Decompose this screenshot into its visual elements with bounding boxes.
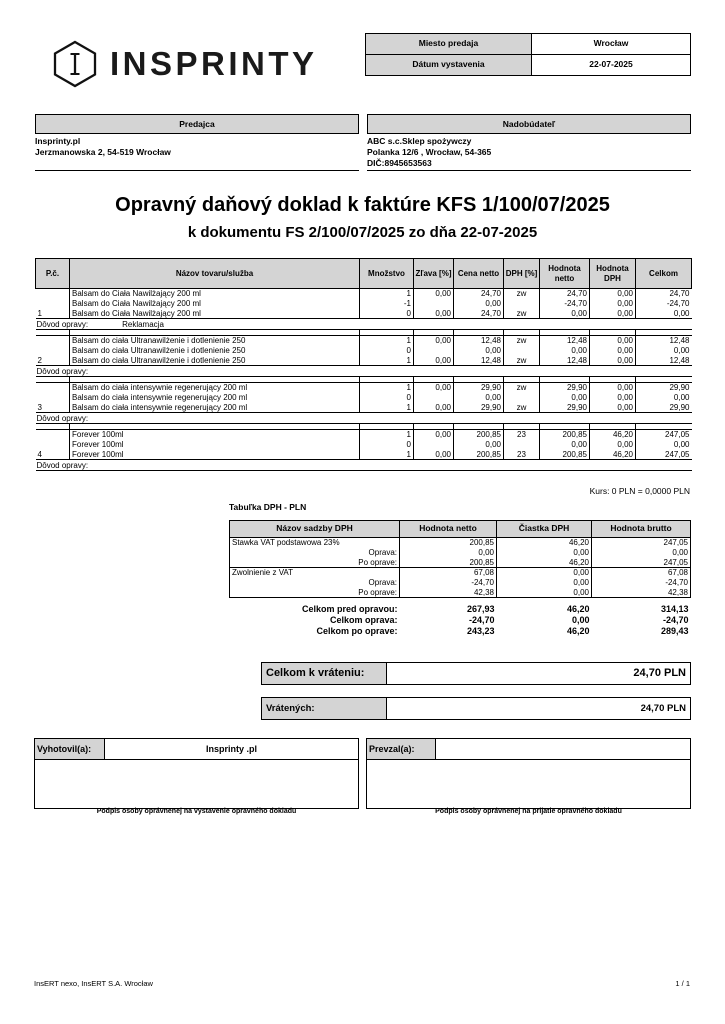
item-price: 200,85 xyxy=(454,430,504,440)
meta-table xyxy=(365,33,691,76)
item-total: 247,05 xyxy=(636,450,692,460)
total-vat-gross: 314,13 xyxy=(660,604,689,615)
vat-gross: -24,70 xyxy=(592,578,691,588)
reason-label: Dôvod opravy: xyxy=(36,366,89,376)
item-discount: 0,00 xyxy=(414,336,454,346)
item-vat-rate xyxy=(504,299,540,309)
item-price: 12,48 xyxy=(454,336,504,346)
vat-amount: 46,20 xyxy=(497,538,592,548)
vat-row xyxy=(230,558,691,568)
total-vat-rate-label: Celkom po oprave: xyxy=(316,626,398,637)
item-name: Balsam do Ciała Nawilżający 200 ml xyxy=(70,289,360,299)
item-discount xyxy=(414,346,454,356)
returned-box xyxy=(261,697,691,720)
item-name: Balsam do ciała intensywnie regenerujący 200 ml xyxy=(70,403,360,413)
vat-net: 200,85 xyxy=(400,538,497,548)
document-title: Opravný daňový doklad k faktúre KFS 1/100/07/2025 xyxy=(115,194,610,216)
item-number xyxy=(36,430,70,440)
col-discount: Zľava [%] xyxy=(414,259,454,289)
item-total: 29,90 xyxy=(636,403,692,413)
item-discount: 0,00 xyxy=(414,403,454,413)
reason-label: Dôvod opravy: xyxy=(36,319,89,329)
vat-net: -24,70 xyxy=(400,578,497,588)
item-vat-rate: zw xyxy=(504,403,540,413)
item-qty: 0 xyxy=(360,393,414,403)
buyer-section xyxy=(367,114,691,171)
item-number xyxy=(36,346,70,356)
item-net: -24,70 xyxy=(540,299,590,309)
total-vat-net: 243,23 xyxy=(466,626,495,637)
table-row xyxy=(36,299,692,309)
item-name: Balsam do Ciała Nawilżający 200 ml xyxy=(70,299,360,309)
vat-col-gross: Hodnota brutto xyxy=(592,521,691,538)
item-discount: 0,00 xyxy=(414,383,454,393)
item-qty: 1 xyxy=(360,289,414,299)
item-name: Balsam do ciała intensywnie regenerujący 200 ml xyxy=(70,383,360,393)
item-vat-rate: zw xyxy=(504,383,540,393)
item-qty: 1 xyxy=(360,450,414,460)
issued-by-box xyxy=(34,738,359,809)
vat-gross: 247,05 xyxy=(592,538,691,548)
table-row xyxy=(36,336,692,346)
company-logo xyxy=(52,40,317,88)
col-vat-value: Hodnota DPH xyxy=(590,259,636,289)
item-net: 29,90 xyxy=(540,403,590,413)
total-vat-amount: 46,20 xyxy=(566,604,590,615)
correction-reason-row xyxy=(36,319,692,330)
returned-value: 24,70 PLN xyxy=(640,703,686,714)
total-vat-gross: -24,70 xyxy=(662,615,689,626)
item-price: 24,70 xyxy=(454,289,504,299)
table-row xyxy=(36,289,692,299)
item-vat-rate: zw xyxy=(504,336,540,346)
document-subtitle: k dokumentu FS 2/100/07/2025 zo dňa 22-07-2025 xyxy=(187,224,538,241)
item-vat-value: 0,00 xyxy=(590,289,636,299)
item-vat-rate: zw xyxy=(504,289,540,299)
logo-text: INSPRINTY xyxy=(110,45,318,82)
total-vat-rate-label: Celkom oprava: xyxy=(329,615,398,626)
col-price: Cena netto xyxy=(454,259,504,289)
vat-rate-label: Stawka VAT podstawowa 23% xyxy=(230,538,400,548)
correction-reason-row xyxy=(36,413,692,424)
received-by-caption: Podpis osoby oprávnenej na prijatie opravného dokladu xyxy=(435,808,622,815)
item-qty: 1 xyxy=(360,336,414,346)
vat-net: 0,00 xyxy=(400,548,497,558)
total-vat-amount: 46,20 xyxy=(566,626,590,637)
item-price: 29,90 xyxy=(454,383,504,393)
item-total: -24,70 xyxy=(636,299,692,309)
refund-box xyxy=(261,662,691,685)
item-vat-rate: 23 xyxy=(504,450,540,460)
received-by-box xyxy=(366,738,691,809)
footer-page: 1 / 1 xyxy=(675,979,690,988)
reason-value: Reklamacja xyxy=(122,319,164,329)
item-total: 29,90 xyxy=(636,383,692,393)
item-qty: 1 xyxy=(360,430,414,440)
item-vat-value: 0,00 xyxy=(590,383,636,393)
item-number: 4 xyxy=(37,449,42,459)
returned-label: Vrátených: xyxy=(262,698,387,719)
item-vat-rate xyxy=(504,440,540,450)
total-vat-net: 267,93 xyxy=(466,604,495,615)
vat-row xyxy=(230,588,691,598)
item-number xyxy=(36,440,70,450)
item-price: 0,00 xyxy=(454,299,504,309)
item-price: 24,70 xyxy=(454,309,504,319)
vat-col-name: Názov sadzby DPH xyxy=(230,521,400,538)
item-total: 0,00 xyxy=(636,440,692,450)
item-number xyxy=(36,299,70,309)
item-vat-value: 0,00 xyxy=(590,356,636,366)
vat-rate-label: Zwolnienie z VAT xyxy=(230,568,400,578)
col-total: Celkom xyxy=(636,259,692,289)
item-net: 24,70 xyxy=(540,289,590,299)
vat-total-row xyxy=(230,615,691,626)
item-vat-value: 0,00 xyxy=(590,336,636,346)
item-total: 0,00 xyxy=(636,309,692,319)
seller-name: Insprinty.pl xyxy=(35,136,81,146)
item-number: 1 xyxy=(37,308,42,318)
item-net: 29,90 xyxy=(540,383,590,393)
item-total: 24,70 xyxy=(636,289,692,299)
item-total: 247,05 xyxy=(636,430,692,440)
item-name: Forever 100ml xyxy=(70,450,360,460)
reason-label: Dôvod opravy: xyxy=(36,413,89,423)
item-vat-rate: zw xyxy=(504,356,540,366)
table-row xyxy=(36,440,692,450)
items-table xyxy=(35,258,692,471)
item-vat-value: 0,00 xyxy=(590,309,636,319)
table-row xyxy=(36,403,692,413)
item-price: 0,00 xyxy=(454,346,504,356)
item-discount xyxy=(414,393,454,403)
footer-left: InsERT nexo, InsERT S.A. Wrocław xyxy=(34,979,153,988)
issued-by-caption: Podpis osoby oprávnenej na vystavenie opravného dokladu xyxy=(96,808,297,815)
item-price: 29,90 xyxy=(454,403,504,413)
correction-reason-row xyxy=(36,366,692,377)
total-vat-amount: 0,00 xyxy=(571,615,590,626)
item-discount: 0,00 xyxy=(414,430,454,440)
refund-value: 24,70 PLN xyxy=(633,667,686,679)
vat-row xyxy=(230,548,691,558)
item-total: 0,00 xyxy=(636,346,692,356)
item-number: 3 xyxy=(37,402,42,412)
exchange-rate: Kurs: 0 PLN = 0,0000 PLN xyxy=(589,486,690,496)
item-discount: 0,00 xyxy=(414,289,454,299)
vat-col-amount: Čiastka DPH xyxy=(497,521,592,538)
vat-total-row xyxy=(230,604,691,615)
vat-rate-label: Po oprave: xyxy=(230,558,400,568)
item-name: Balsam do ciała intensywnie regenerujący 200 ml xyxy=(70,393,360,403)
vat-amount: 0,00 xyxy=(497,568,592,578)
item-net: 0,00 xyxy=(540,393,590,403)
date-value: 22-07-2025 xyxy=(532,55,691,76)
item-vat-rate: 23 xyxy=(504,430,540,440)
col-qty: Množstvo xyxy=(360,259,414,289)
table-row xyxy=(36,430,692,440)
received-by-value xyxy=(436,739,690,760)
item-qty: 0 xyxy=(360,440,414,450)
vat-col-net: Hodnota netto xyxy=(400,521,497,538)
vat-table xyxy=(229,520,691,637)
item-qty: 1 xyxy=(360,403,414,413)
vat-row xyxy=(230,578,691,588)
item-total: 12,48 xyxy=(636,336,692,346)
total-vat-rate-label: Celkom pred opravou: xyxy=(301,604,398,615)
place-label: Miesto predaja xyxy=(366,34,532,55)
item-discount xyxy=(414,299,454,309)
table-row xyxy=(36,393,692,403)
place-value: Wrocław xyxy=(532,34,691,55)
item-vat-value: 46,20 xyxy=(590,430,636,440)
item-qty: 1 xyxy=(360,383,414,393)
item-number xyxy=(36,336,70,346)
correction-reason-row xyxy=(36,460,692,471)
item-vat-value: 0,00 xyxy=(590,299,636,309)
vat-row xyxy=(230,568,691,578)
item-total: 0,00 xyxy=(636,393,692,403)
item-name: Balsam do ciała Ultranawilżenie i dotlenienie 250 xyxy=(70,346,360,356)
issued-by-value: Insprinty .pl xyxy=(105,739,358,760)
item-name: Forever 100ml xyxy=(70,440,360,450)
total-vat-net: -24,70 xyxy=(468,615,495,626)
vat-amount: 0,00 xyxy=(497,548,592,558)
vat-row xyxy=(230,538,691,548)
table-row xyxy=(36,346,692,356)
vat-gross: 0,00 xyxy=(592,548,691,558)
item-net: 0,00 xyxy=(540,309,590,319)
item-vat-rate: zw xyxy=(504,309,540,319)
item-name: Balsam do Ciała Nawilżający 200 ml xyxy=(70,309,360,319)
total-vat-gross: 289,43 xyxy=(660,626,689,637)
item-net: 0,00 xyxy=(540,346,590,356)
table-row xyxy=(36,450,692,460)
vat-gross: 247,05 xyxy=(592,558,691,568)
item-vat-value: 46,20 xyxy=(590,450,636,460)
vat-gross: 67,08 xyxy=(592,568,691,578)
item-number xyxy=(36,393,70,403)
vat-amount: 0,00 xyxy=(497,578,592,588)
buyer-name: ABC s.c.Sklep spożywczy xyxy=(367,136,472,146)
col-net: Hodnota netto xyxy=(540,259,590,289)
vat-net: 67,08 xyxy=(400,568,497,578)
item-vat-value: 0,00 xyxy=(590,403,636,413)
item-name: Forever 100ml xyxy=(70,430,360,440)
vat-net: 42,38 xyxy=(400,588,497,598)
item-qty: 0 xyxy=(360,309,414,319)
vat-amount: 0,00 xyxy=(497,588,592,598)
item-vat-value: 0,00 xyxy=(590,393,636,403)
item-discount: 0,00 xyxy=(414,309,454,319)
table-row xyxy=(36,383,692,393)
item-number: 2 xyxy=(37,355,42,365)
item-name: Balsam do ciała Ultranawilżenie i dotlenienie 250 xyxy=(70,356,360,366)
item-number xyxy=(36,289,70,299)
buyer-address: Polanka 12/6 , Wrocław, 54-365 xyxy=(367,147,492,157)
item-net: 12,48 xyxy=(540,336,590,346)
seller-section xyxy=(35,114,359,171)
item-vat-rate xyxy=(504,346,540,356)
item-net: 12,48 xyxy=(540,356,590,366)
item-price: 0,00 xyxy=(454,440,504,450)
item-net: 200,85 xyxy=(540,430,590,440)
seller-heading: Predajca xyxy=(35,114,359,134)
vat-rate-label: Po oprave: xyxy=(230,588,400,598)
item-discount: 0,00 xyxy=(414,450,454,460)
reason-label: Dôvod opravy: xyxy=(36,460,89,470)
item-net: 200,85 xyxy=(540,450,590,460)
refund-label: Celkom k vráteniu: xyxy=(262,663,387,684)
received-by-label: Prevzal(a): xyxy=(367,739,436,760)
item-name: Balsam do ciała Ultranawilżenie i dotlenienie 250 xyxy=(70,336,360,346)
col-name: Názov tovaru/služba xyxy=(70,259,360,289)
item-qty: 1 xyxy=(360,356,414,366)
col-no: P.č. xyxy=(36,259,70,289)
date-label: Dátum vystavenia xyxy=(366,55,532,76)
item-number xyxy=(36,383,70,393)
col-vat-rate: DPH [%] xyxy=(504,259,540,289)
item-vat-value: 0,00 xyxy=(590,440,636,450)
buyer-heading: Nadobúdateľ xyxy=(367,114,691,134)
table-row xyxy=(36,309,692,319)
vat-table-title: Tabuľka DPH - PLN xyxy=(229,502,307,512)
item-qty: 0 xyxy=(360,346,414,356)
vat-gross: 42,38 xyxy=(592,588,691,598)
item-total: 12,48 xyxy=(636,356,692,366)
vat-net: 200,85 xyxy=(400,558,497,568)
item-price: 200,85 xyxy=(454,450,504,460)
item-discount xyxy=(414,440,454,450)
item-price: 12,48 xyxy=(454,356,504,366)
issued-by-label: Vyhotovil(a): xyxy=(35,739,105,760)
vat-total-row xyxy=(230,626,691,637)
seller-address: Jerzmanowska 2, 54-519 Wrocław xyxy=(35,147,171,157)
item-qty: -1 xyxy=(360,299,414,309)
item-vat-rate xyxy=(504,393,540,403)
item-net: 0,00 xyxy=(540,440,590,450)
vat-rate-label: Oprava: xyxy=(230,578,400,588)
vat-amount: 46,20 xyxy=(497,558,592,568)
item-discount: 0,00 xyxy=(414,356,454,366)
item-price: 0,00 xyxy=(454,393,504,403)
item-vat-value: 0,00 xyxy=(590,346,636,356)
hexagon-cursor-icon xyxy=(52,40,98,88)
buyer-tax-id: DIČ:8945653563 xyxy=(367,158,432,168)
table-row xyxy=(36,356,692,366)
vat-rate-label: Oprava: xyxy=(230,548,400,558)
